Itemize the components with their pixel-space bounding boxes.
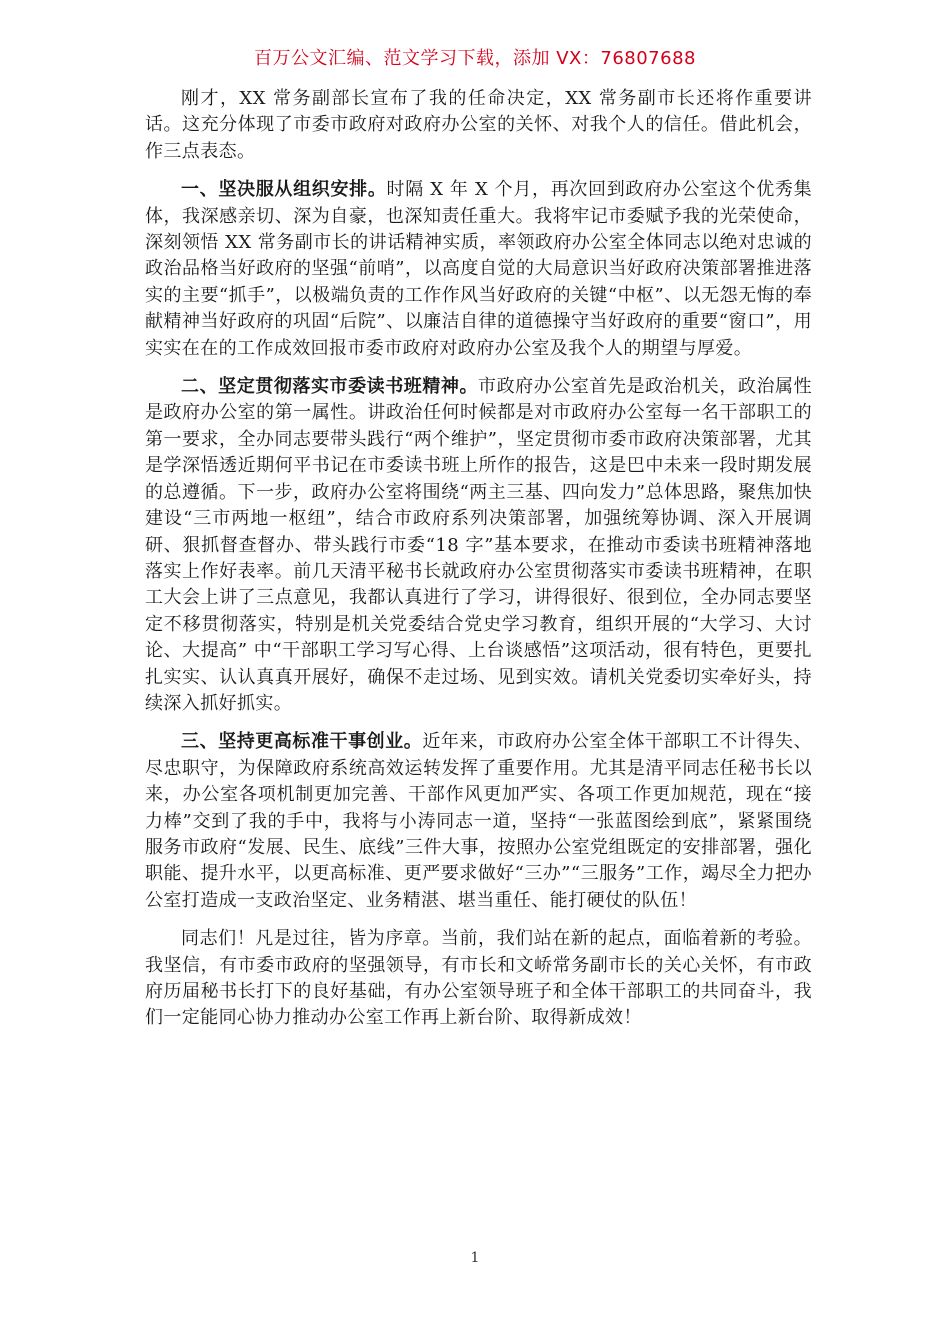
section-heading: 一、坚决服从组织安排。: [181, 179, 387, 201]
paragraph-section-1: [145, 177, 812, 362]
paragraph-intro: [145, 86, 812, 165]
document-body: [145, 86, 812, 1044]
paragraph-text: 市政府办公室首先是政治机关，政治属性是政府办公室的第一属性。讲政治任何时候都是对市政府办公室每一名干部职工的第一要求，全办同志要带头践行“两个维护”，坚定贯彻市委市政府决策部署，尤其是学深悟透近期何平书记在市委读书班上所作的报告，这是巴中未来一段时期发展的总遵循。下一步，政府办公室将围绕“两主三基、四向发力”总体思路，聚焦加快建设“三市两地一枢纽”，结合市政府系列决策部署，加强统筹协调、深入开展调研、狠抓督查督办、带头践行市委“18 字”基本要求，在推动市委读书班精神落地落实上作好表率。前几天清平秘书长就政府办公室贯彻落实市委读书班精神，在职工大会上讲了三点意见，我都认真进行了学习，讲得很好、很到位，全办同志要坚定不移贯彻落实，特别是机关党委结合党史学习教育，组织开展的“大学习、大讨论、大提高” 中“干部职工学习写心得、上台谈感悟”这项活动，很有特色，更要扎扎实实、认认真真开展好，确保不走过场、见到实效。请机关党委切实牵好头，持续深入抓好抓实。: [145, 376, 812, 714]
header-watermark: 百万公文汇编、范文学习下载，添加 VX：76807688: [254, 48, 696, 69]
paragraph-closing: [145, 926, 812, 1032]
page-number: 1: [470, 1250, 480, 1266]
paragraph-text: 刚才，XX 常务副部长宣布了我的任命决定，XX 常务副市长还将作重要讲话。这充分体现了市委市政府对政府办公室的关怀、对我个人的信任。借此机会，作三点表态。: [145, 88, 812, 162]
paragraph-section-2: [145, 374, 812, 717]
paragraph-text: 同志们！凡是过往，皆为序章。当前，我们站在新的起点，面临着新的考验。我坚信，有市委市政府的坚强领导，有市长和文峤常务副市长的关心关怀，有市政府历届秘书长打下的良好基础，有办公室领导班子和全体干部职工的共同奋斗，我们一定能同心协力推动办公室工作再上新台阶、取得新成效！: [145, 928, 812, 1029]
section-heading: 三、坚持更高标准干事创业。: [181, 731, 423, 753]
paragraph-section-3: [145, 729, 812, 914]
paragraph-text: 时隔 X 年 X 个月，再次回到政府办公室这个优秀集体，我深感亲切、深为自豪，也深知责任重大。我将牢记市委赋予我的光荣使命，深刻领悟 XX 常务副市长的讲话精神实质，率领政府办公室全体同志以绝对忠诚的政治品格当好政府的坚强“前哨”，以高度自觉的大局意识当好政府决策部署推进落实的主要“抓手”，以极端负责的工作作风当好政府的关键“中枢”、以无怨无悔的奉献精神当好政府的巩固“后院”、以廉洁自律的道德操守当好政府的重要“窗口”，用实实在在的工作成效回报市委市政府对政府办公室及我个人的期望与厚爱。: [145, 179, 812, 359]
section-heading: 二、坚定贯彻落实市委读书班精神。: [181, 376, 479, 398]
paragraph-text: 近年来，市政府办公室全体干部职工不计得失、尽忠职守，为保障政府系统高效运转发挥了重要作用。尤其是清平同志任秘书长以来，办公室各项机制更加完善、干部作风更加严实、各项工作更加规范，现在“接力棒”交到了我的手中，我将与小涛同志一道，坚持“一张蓝图绘到底”，紧紧围绕服务市政府“发展、民生、底线”三件大事，按照办公室党组既定的安排部署，强化职能、提升水平，以更高标准、更严要求做好“三办”“三服务”工作，竭尽全力把办公室打造成一支政治坚定、业务精湛、堪当重任、能打硬仗的队伍！: [145, 731, 812, 911]
